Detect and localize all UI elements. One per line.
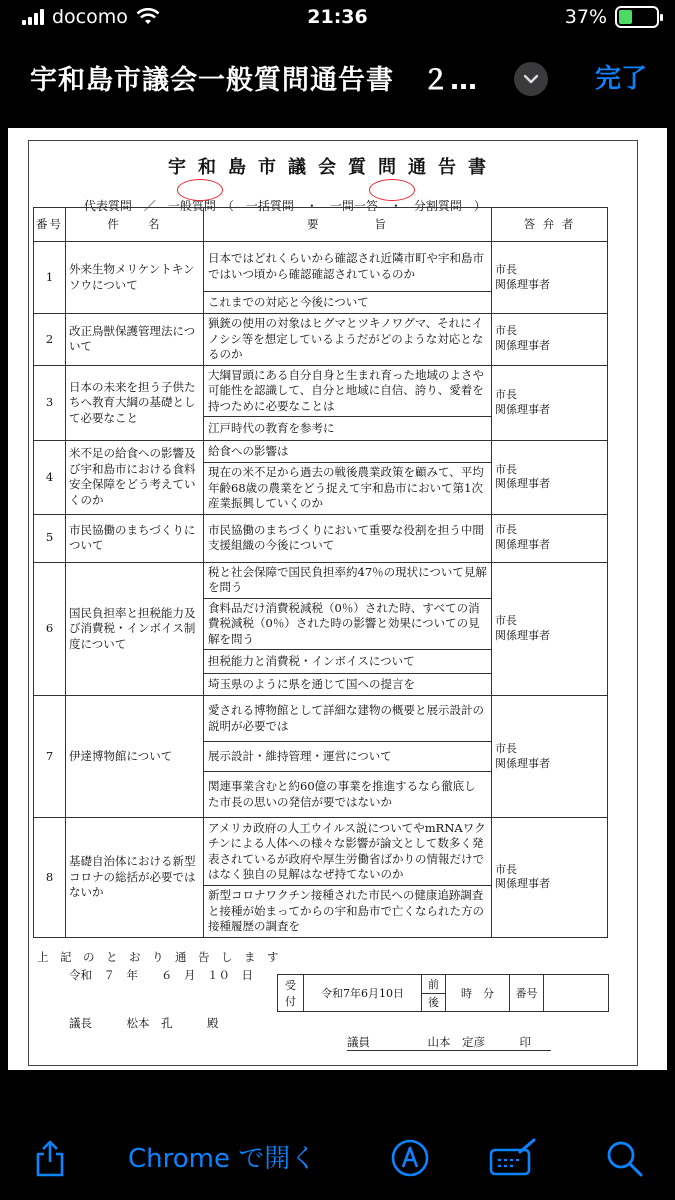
row-gist: 市民協働のまちづくりにおいて重要な役割を担う中間支援組織の今後について (204, 514, 492, 562)
row-number: 3 (34, 365, 66, 441)
circle-mark-one-qa (369, 179, 415, 201)
status-right (565, 6, 659, 28)
row-gist: 食料品だけ消費税減税（0％）された時、すべての消費税減税（0％）された時の影響と効果についての見解を問う (204, 598, 492, 650)
receipt-box (277, 974, 609, 1012)
carrier-label: docomo (52, 6, 128, 28)
row-respondent: 市長 関係理事者 (492, 818, 608, 938)
row-gist: 埼玉県のように県を通じて国への提言を (204, 674, 492, 696)
row-gist: 猟銃の使用の対象はヒグマとツキノワグマ、それにイノシシ等を想定しているようだがどのような対応となるのか (204, 314, 492, 366)
search-icon[interactable] (604, 1138, 644, 1178)
row-gist: 展示設計・維持管理・運営について (204, 742, 492, 772)
table-row (34, 696, 608, 742)
notice-date: 令和 ７ 年 ６ 月 １０ 日 (69, 968, 253, 982)
row-respondent: 市長 関係理事者 (492, 314, 608, 366)
table-row (34, 242, 608, 292)
row-subject: 改正鳥獣保護管理法について (66, 314, 204, 366)
charging-bolt-icon: ⚡ (631, 5, 643, 24)
row-subject: 日本の未来を担う子供たちへ教育大綱の基礎として必要なこと (66, 365, 204, 441)
share-icon[interactable] (30, 1138, 70, 1178)
circle-mark-general (177, 179, 223, 201)
row-gist: 日本ではどれくらいから確認され近隣市町や宇和島市ではいつ頃から確認確認されているのか (204, 242, 492, 292)
receipt-label: 受付 (278, 975, 304, 1012)
header-no: 番号 (34, 208, 66, 242)
row-subject: 市民協働のまちづくりについて (66, 514, 204, 562)
receipt-before: 前 (422, 975, 446, 994)
table-row (34, 562, 608, 598)
row-number: 5 (34, 514, 66, 562)
markup-icon[interactable] (390, 1138, 430, 1178)
document-title: 宇和島市議会一般質問通告書 ２… (30, 65, 478, 96)
row-gist: 給食への影響は (204, 441, 492, 463)
qtype-text: 代表質問 ／ 一般質問 （ 一括質問 ・ 一問一答 ・ 分割質問 ） (83, 199, 486, 213)
row-respondent: 市長 関係理事者 (492, 696, 608, 818)
note-icon[interactable] (488, 1138, 538, 1178)
row-subject: 国民負担率と担税能力及び消費税・インボイス制度について (66, 562, 204, 696)
table-header-row (34, 208, 608, 242)
row-gist: 税と社会保障で国民負担率約47％の現状について見解を問う (204, 562, 492, 598)
receipt-number-label: 番号 (510, 975, 544, 1012)
row-number: 4 (34, 441, 66, 515)
row-subject: 米不足の給食への影響及び宇和島市における食料安全保障をどう考えていくのか (66, 441, 204, 515)
table-row (34, 365, 608, 417)
row-gist: アメリカ政府の人工ウイルス説についてやmRNAワクチンによる人体への様々な影響が論文として数多く発表されているが政府や厚生労働省ばかりの情報だけではなく独自の見解はなぜ持てないのか (204, 818, 492, 886)
row-number: 6 (34, 562, 66, 696)
receipt-number (544, 975, 609, 1012)
row-respondent: 市長 関係理事者 (492, 514, 608, 562)
status-bar (0, 0, 675, 40)
done-button[interactable]: 完了 (594, 64, 647, 94)
row-number: 7 (34, 696, 66, 818)
row-number: 2 (34, 314, 66, 366)
row-gist: 担税能力と消費税・インボイスについて (204, 650, 492, 674)
row-subject: 基礎自治体における新型コロナの総括が必要ではないか (66, 818, 204, 938)
row-gist: 関連事業含むと約60億の事業を推進するなら徹底した市長の思いの発信が要ではないか (204, 772, 492, 818)
row-respondent: 市長 関係理事者 (492, 242, 608, 314)
notice-form (28, 140, 638, 1066)
row-gist: 大綱冒頭にある自分自身と生まれ育った地域のよさや可能性を認識して、自分と地域に自信、誇り、愛着を持つために必要なことは (204, 365, 492, 417)
row-gist: これまでの対応と今後について (204, 292, 492, 314)
open-in-chrome-button[interactable]: Chrome で開く (128, 1144, 317, 1174)
table-row (34, 818, 608, 886)
row-subject: 伊達博物館について (66, 696, 204, 818)
bottom-toolbar (0, 1110, 675, 1200)
row-gist: 現在の米不足から過去の戦後農業政策を顧みて、平均年齢68歳の農業をどう捉えて宇和島市において第1次産業振興していくのか (204, 463, 492, 515)
notice-statement: 上 記 の と お り 通 告 し ま す (37, 950, 279, 964)
status-time: 21:36 (307, 6, 368, 28)
header-subject: 件 名 (66, 208, 204, 242)
table-row (34, 514, 608, 562)
question-table (33, 207, 608, 938)
battery-icon (615, 6, 659, 28)
nav-bar (0, 40, 675, 112)
table-row (34, 441, 608, 463)
header-respondent: 答 弁 者 (492, 208, 608, 242)
row-subject: 外来生物メリケントキンソウについて (66, 242, 204, 314)
row-gist: 愛される博物館として詳細な建物の概要と展示設計の説明が必要では (204, 696, 492, 742)
battery-percent: 37% (564, 6, 607, 28)
receipt-date: 令和7年6月10日 (304, 975, 422, 1012)
member-name: 議員 山本 定彦 印 (347, 1034, 551, 1051)
header-gist: 要 旨 (204, 208, 492, 242)
chevron-down-icon (523, 74, 539, 84)
row-gist: 江戸時代の教育を参考に (204, 417, 492, 441)
table-row (34, 314, 608, 366)
receipt-after: 後 (422, 993, 446, 1012)
title-menu-button[interactable] (514, 62, 548, 96)
receipt-time: 時 分 (446, 975, 510, 1012)
form-title: 宇和島市議会質問通告書 (168, 157, 498, 178)
chair-name: 議長 松本 孔 殿 (69, 1016, 219, 1030)
row-respondent: 市長 関係理事者 (492, 562, 608, 696)
row-gist: 新型コロナワクチン接種された市民への健康追跡調査と接種が始まってからの宇和島市で亡くなられた方の接種履歴の調査を (204, 886, 492, 938)
row-number: 8 (34, 818, 66, 938)
row-respondent: 市長 関係理事者 (492, 365, 608, 441)
question-table-body (34, 242, 608, 938)
document-page (8, 128, 667, 1070)
row-respondent: 市長 関係理事者 (492, 441, 608, 515)
row-number: 1 (34, 242, 66, 314)
